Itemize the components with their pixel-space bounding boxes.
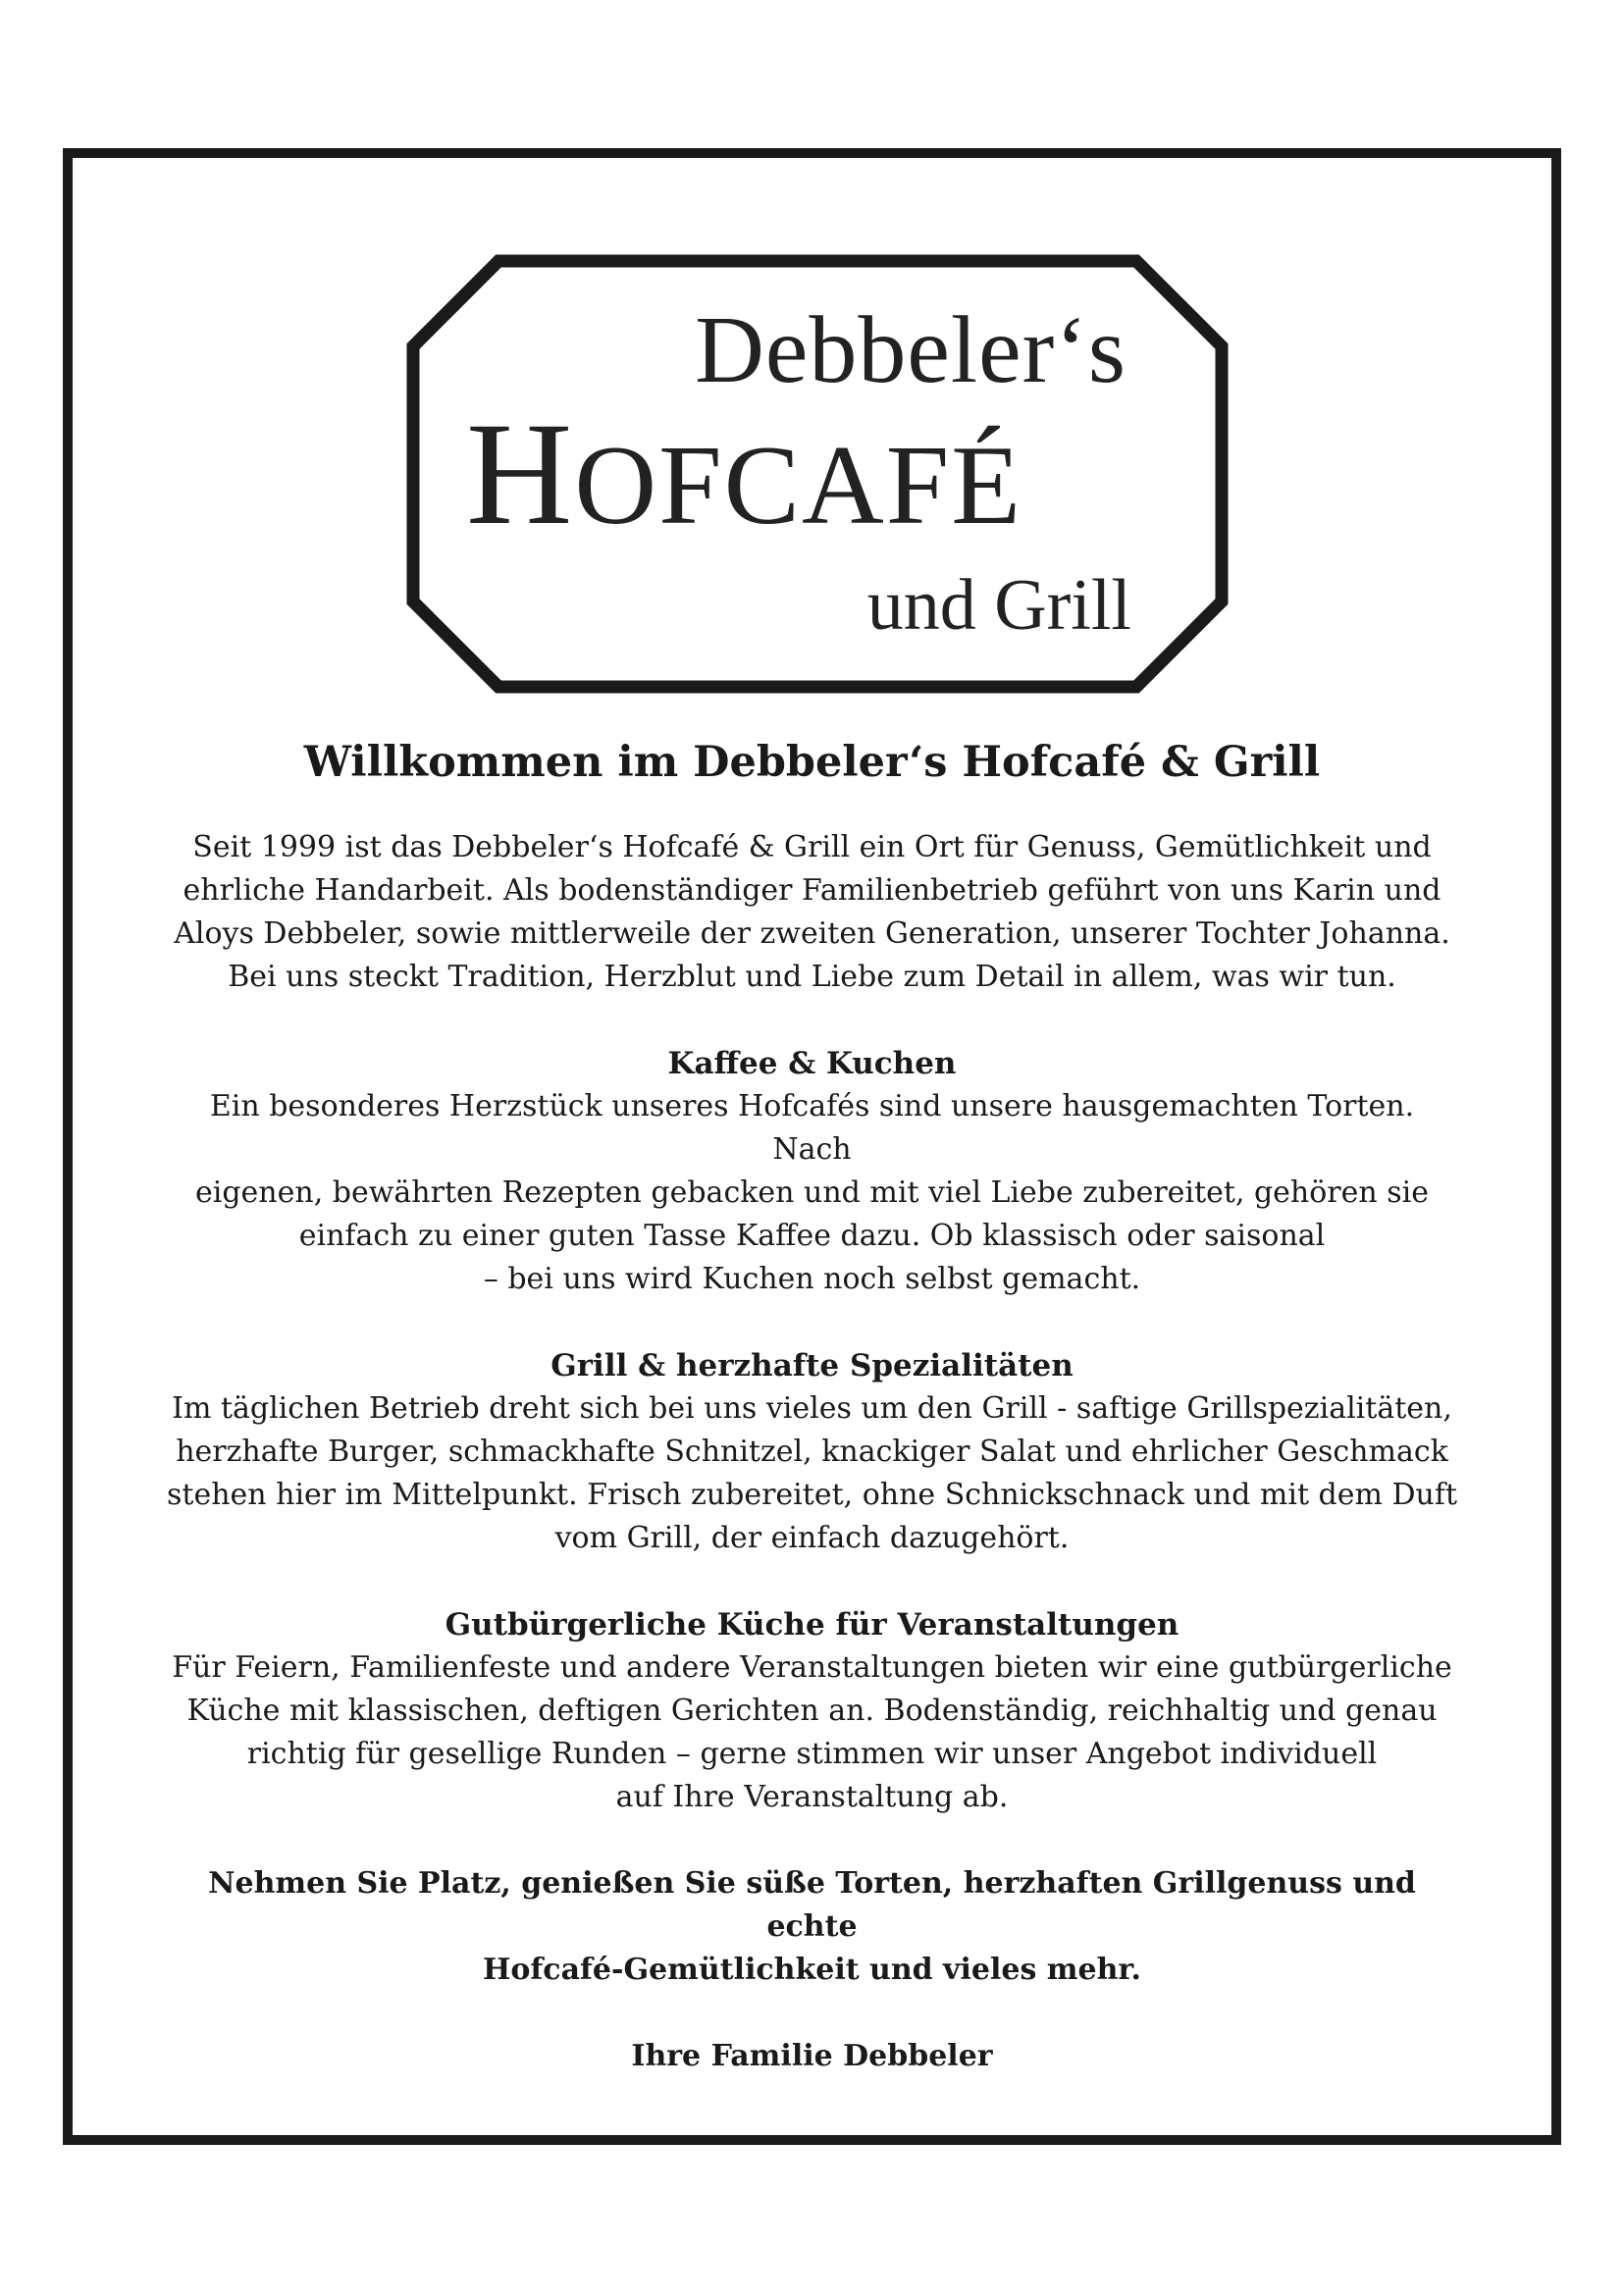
signature: Ihre Familie Debbeler bbox=[631, 2038, 993, 2073]
logo-name: Debbeler‘s bbox=[695, 297, 1126, 403]
logo-hofcafe bbox=[466, 392, 1023, 555]
logo-hofcafe-rest: OFCAFÉ bbox=[574, 423, 1023, 548]
logo-subtitle: und Grill bbox=[866, 565, 1131, 646]
section-text: Ein besonderes Herzstück unseres Hofcafés sind unsere hausgemachten Torten. Nach eigenen, bewährten Rezepten gebacken und mit viel Liebe zubereitet, gehören sie einfach zu einer guten Tasse Kaffee dazu. Ob klassisch oder saisonal – bei uns wird Kuchen noch selbst gemacht. bbox=[195, 1088, 1429, 1296]
logo-initial: H bbox=[466, 392, 575, 555]
section-title: Gutbürgerliche Küche für Veranstaltungen bbox=[445, 1606, 1179, 1643]
section-text: Für Feiern, Familienfeste und andere Veranstaltungen bieten wir eine gutbürgerliche Küche mit klassischen, deftigen Gerichten an. Bodenständig, reichhaltig und genau richtig für gesellige Runden – gerne stimmen wir unser Angebot individuell auf Ihre Veranstaltung ab. bbox=[172, 1649, 1452, 1814]
section-grill bbox=[167, 1344, 1457, 1560]
section-veranstaltungen bbox=[167, 1603, 1457, 1819]
page-title: Willkommen im Debbeler‘s Hofcafé & Grill bbox=[303, 738, 1321, 787]
welcome-content bbox=[167, 738, 1457, 2108]
section-title: Kaffee & Kuchen bbox=[667, 1045, 957, 1081]
section-kaffee-kuchen bbox=[167, 1042, 1457, 1301]
logo-wordmark bbox=[405, 253, 1230, 695]
section-text: Im täglichen Betrieb dreht sich bei uns vieles um den Grill - saftige Grillspezialitäten, herzhafte Burger, schmackhafte Schnitzel, knackiger Salat und ehrlicher Geschmack stehen hier im Mittelpunkt. Frisch zubereitet, ohne Schnickschnack und mit dem Duft vom Grill, der einfach dazugehört. bbox=[167, 1390, 1458, 1555]
section-title: Grill & herzhafte Spezialitäten bbox=[550, 1347, 1074, 1383]
hofcafe-logo bbox=[405, 253, 1230, 695]
closing-paragraph: Nehmen Sie Platz, genießen Sie süße Torten, herzhaften Grillgenuss und echte Hofcafé-Gemütlichkeit und vieles mehr. bbox=[208, 1865, 1416, 1987]
intro-paragraph: Seit 1999 ist das Debbeler‘s Hofcafé & Grill ein Ort für Genuss, Gemütlichkeit und ehrliche Handarbeit. Als bodenständiger Familienbetrieb geführt von uns Karin und Aloys Debbeler, sowie mittlerweile der zweiten Generation, unserer Tochter Johanna. Bei uns steckt Tradition, Herzblut und Liebe zum Detail in allem, was wir tun. bbox=[174, 829, 1450, 994]
